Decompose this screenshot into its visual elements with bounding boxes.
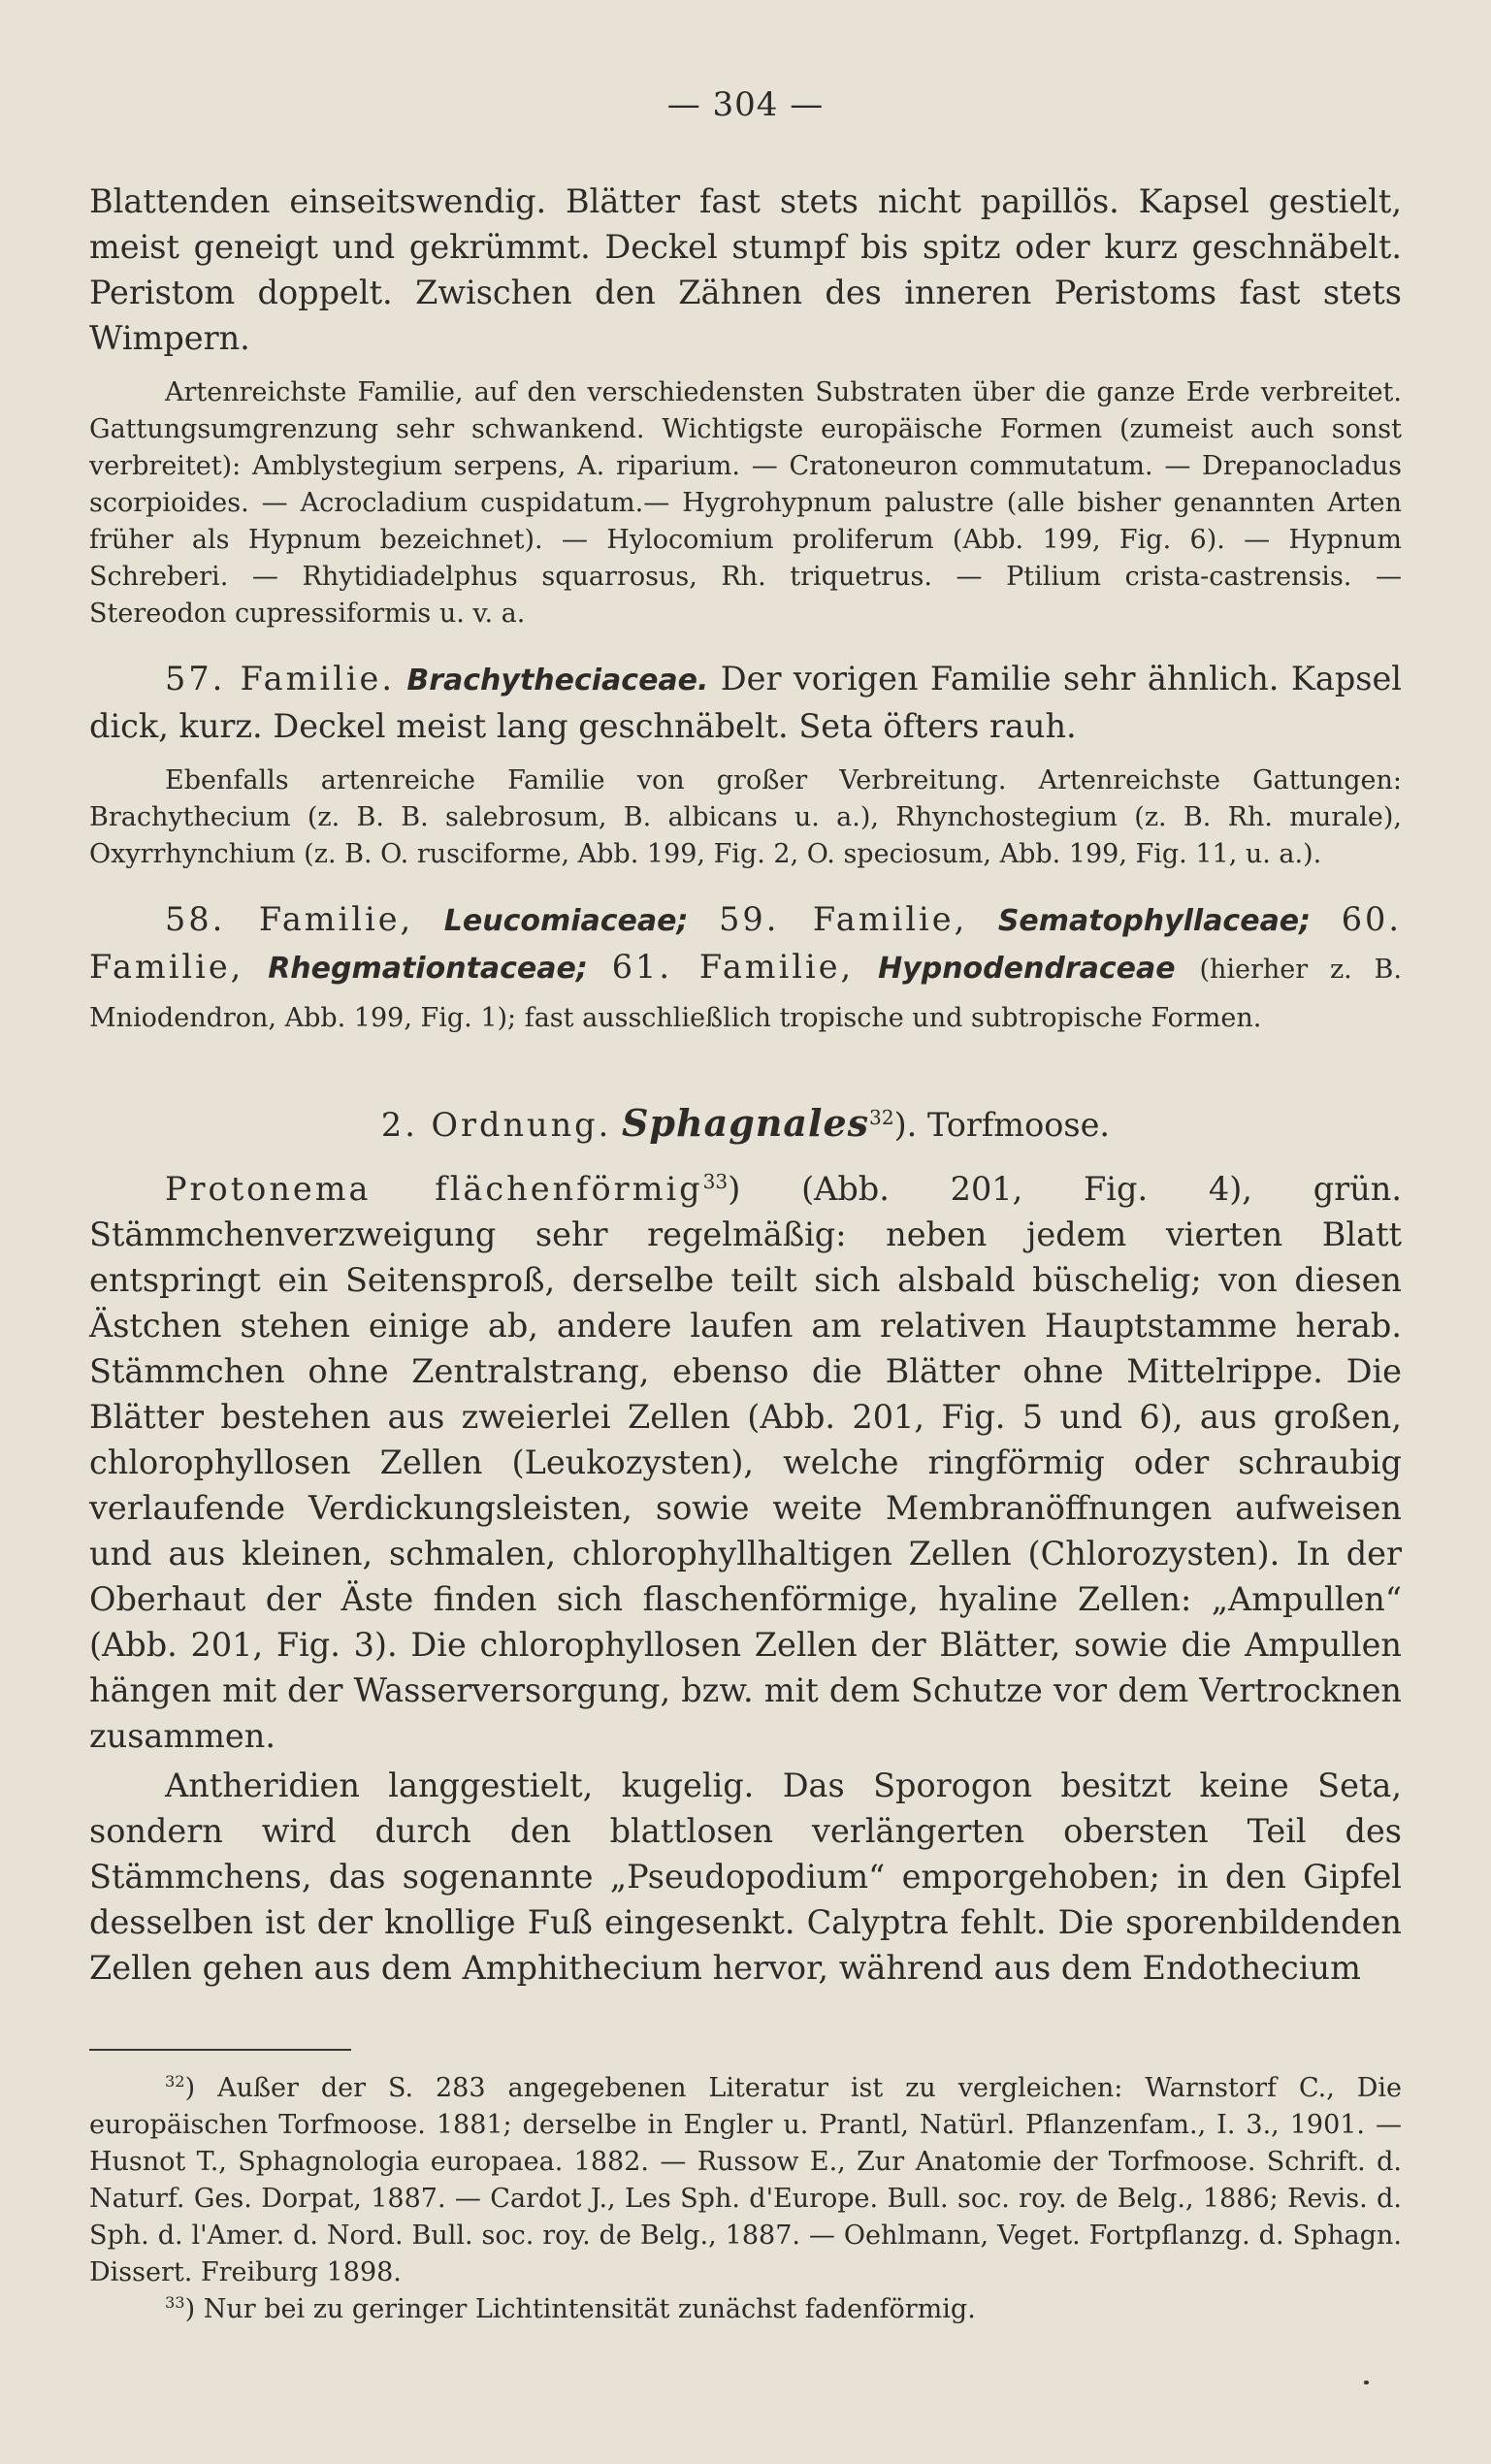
footnote-32	[89, 2070, 1402, 2291]
footnote-33	[89, 2291, 1402, 2328]
family-61-label: 61. Familie,	[611, 948, 855, 986]
heading-prefix: 2. Ordnung.	[380, 1106, 612, 1144]
family-59-label: 59. Familie,	[719, 900, 968, 938]
footnote-33-text: ) Nur bei zu geringer Lichtintensität zunächst fadenförmig.	[184, 2294, 976, 2324]
family-59-name: Sematophyllaceae;	[997, 904, 1312, 938]
page-number: — 304 —	[666, 85, 825, 124]
heading-suffix: ). Torfmoose.	[893, 1106, 1111, 1144]
footnote-32-mark: 32	[165, 2072, 185, 2091]
family-61-name: Hypnodendraceae	[878, 952, 1176, 986]
footnote-divider	[89, 2049, 351, 2051]
families-58-61-text: (hierher z. B. Mniodendron, Abb. 199, Fig. 1); fast ausschließlich tropische und subtropische Formen.	[89, 955, 1402, 1033]
paragraph-protonema	[89, 1166, 1402, 1759]
heading-order-name: Sphagnales	[621, 1101, 870, 1145]
family-60-label: 60. Familie,	[89, 900, 1403, 986]
footnote-32-text: ) Außer der S. 283 angegebenen Literatur ist zu vergleichen: Warnstorf C., Die europäischen Torfmoose. 1881; derselbe in Engler u. Prantl, Natürl. Pflanzenfam., I. 3., 1901. — Husnot T., Sphagnologia europaea. 1882. — Russow E., Zur Anatomie der Torfmoose. Schrift. d. Naturf. Ges. Dorpat, 1887. — Cardot J., Les Sph. d'Europe. Bull. soc. roy. de Belg., 1886; Revis. d. Sph. d. l'Amer. d. Nord. Bull. soc. roy. de Belg., 1887. — Oehlmann, Veget. Fortpflanzg. d. Sphagn. Dissert. Freiburg 1898.	[89, 2073, 1402, 2287]
paragraph-family-description: Blattenden einseitswendig. Blätter fast stets nicht papillös. Kapsel gestielt, meist geneigt und gekrümmt. Deckel stumpf bis spitz oder kurz geschnäbelt. Peristom doppelt. Zwischen den Zähnen des inneren Peristoms fast stets Wimpern.	[89, 182, 1402, 357]
print-speck	[1364, 2381, 1369, 2384]
family-60-name: Rhegmationtaceae;	[268, 952, 588, 986]
paragraph-antheridien: Antheridien langgestielt, kugelig. Das Sporogon besitzt keine Seta, sondern wird durch den blattlosen verlängerten obersten Teil des Stämmchens, das sogenannte „Pseudopodium“ emporgehoben; in den Gipfel desselben ist der knollige Fuß eingesenkt. Calyptra fehlt. Die sporenbildenden Zellen gehen aus dem Amphithecium hervor, während aus dem Endothecium	[89, 1767, 1402, 1987]
paragraph-species-list: Artenreichste Familie, auf den verschiedensten Substraten über die ganze Erde verbreitet. Gattungsumgrenzung sehr schwankend. Wichtigste europäische Formen (zumeist auch sonst verbreitet): Amblystegium serpens, A. riparium. — Cratoneuron commutatum. — Drepanocladus scorpioides. — Acrocladium cuspidatum.— Hygrohypnum palustre (alle bisher genannten Arten früher als Hypnum bezeichnet). — Hylocomium proliferum (Abb. 199, Fig. 6). — Hypnum Schreberi. — Rhytidiadelphus squarrosus, Rh. triquetrus. — Ptilium crista-castrensis. — Stereodon cupressiformis u. v. a.	[89, 377, 1402, 629]
family-58-label: 58. Familie,	[165, 900, 414, 938]
footnote-33-mark: 33	[165, 2293, 185, 2312]
protonema-text: ) (Abb. 201, Fig. 4), grün. Stämmchenverzweigung sehr regelmäßig: neben jedem vierten Blatt entspringt ein Seitensproß, derselbe teilt sich alsbald büschelig; von diesen Ästchen stehen einige ab, andere laufen am relativen Hauptstamme herab. Stämmchen ohne Zentralstrang, ebenso die Blätter ohne Mittelrippe. Die Blätter bestehen aus zweierlei Zellen (Abb. 201, Fig. 5 und 6), aus großen, chlorophyllosen Zellen (Leukozysten), welche ringförmig oder schraubig verlaufende Verdickungsleisten, sowie weite Membranöffnungen aufweisen und aus kleinen, schmalen, chlorophyllhaltigen Zellen (Chlorozysten). In der Oberhaut der Äste finden sich flaschenförmige, hyaline Zellen: „Ampullen“ (Abb. 201, Fig. 3). Die chlorophyllosen Zellen der Blätter, sowie die Ampullen hängen mit der Wasserversorgung, bzw. mit dem Schutze vor dem Vertrocknen zusammen.	[89, 1170, 1402, 1755]
paragraph-families-58-61	[89, 896, 1402, 1041]
family-57-label: 57. Familie.	[165, 660, 395, 697]
family-57-name: Brachytheciaceae.	[406, 664, 709, 697]
family-58-name: Leucomiaceae;	[443, 904, 689, 938]
protonema-footnote-mark: 33	[702, 1169, 729, 1193]
heading-footnote-mark: 32	[869, 1105, 894, 1129]
section-heading	[89, 1101, 1402, 1145]
paragraph-genera-list: Ebenfalls artenreiche Familie von großer Verbreitung. Artenreichste Gattungen: Brachythecium (z. B. B. salebrosum, B. albicans u. a.), Rhynchostegium (z. B. Rh. murale), Oxyrrhynchium (z. B. O. rusciforme, Abb. 199, Fig. 2, O. speciosum, Abb. 199, Fig. 11, u. a.).	[89, 765, 1402, 869]
protonema-term: Protonema flächenförmig	[165, 1170, 703, 1208]
paragraph-family-57	[89, 656, 1402, 749]
family-57-text: Der vorigen Familie sehr ähnlich. Kapsel dick, kurz. Deckel meist lang geschnäbelt. Seta öfters rauh.	[89, 660, 1402, 745]
